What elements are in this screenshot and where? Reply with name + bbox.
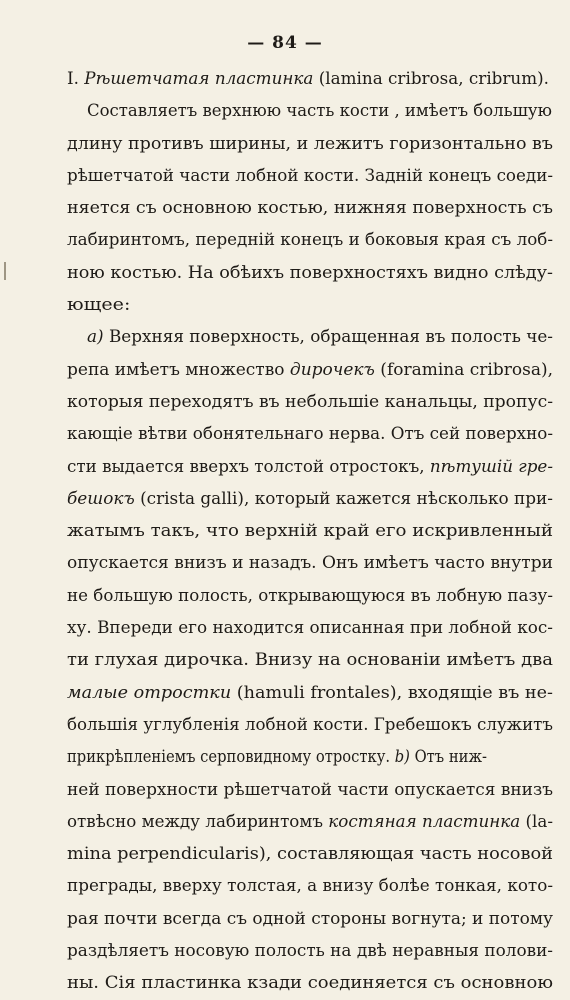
line-content <box>67 774 553 806</box>
text-segment: опускается внизъ и назадъ. Онъ имѣетъ часто внутри <box>67 553 553 573</box>
line-content <box>67 935 553 967</box>
italic-text: пѣтушій гре- <box>429 456 553 476</box>
text-line <box>0 515 570 547</box>
italic-text: a) <box>87 327 104 347</box>
italic-text: Рѣшетчатая пластинка <box>84 69 314 88</box>
text-line <box>0 774 570 806</box>
line-content <box>67 451 553 483</box>
text-line <box>0 224 570 256</box>
text-line <box>0 935 570 967</box>
italic-text: бешокъ <box>67 488 135 508</box>
text-line <box>0 451 570 483</box>
text-segment: ною костью. На обѣихъ поверхностяхъ видно слѣду- <box>67 262 553 282</box>
line-content <box>87 321 553 353</box>
text-line <box>0 677 570 709</box>
page-number: — 84 — <box>247 33 323 53</box>
text-line <box>0 95 570 127</box>
text-segment: рая почти всегда съ одной стороны вогнута; и потому <box>67 908 553 928</box>
line-content <box>67 741 487 773</box>
line-content <box>87 95 552 127</box>
text-line <box>0 580 570 612</box>
line-content <box>67 967 553 999</box>
line-content <box>67 257 553 289</box>
line-content <box>67 192 553 224</box>
text-segment: преграды, вверху толстая, а внизу болѣе тонкая, кото- <box>67 876 553 896</box>
line-content <box>67 63 549 95</box>
text-segment: (foramina cribrosa), <box>374 359 553 379</box>
text-segment: прикрѣпленіемъ серповидному отростку. <box>67 747 395 767</box>
line-content <box>67 709 553 741</box>
line-content <box>67 160 553 192</box>
text-segment: репа имѣетъ множество <box>67 359 290 379</box>
text-segment: которыя переходятъ въ небольшіе канальцы, пропус- <box>67 391 553 411</box>
line-content <box>67 547 553 579</box>
line-content <box>67 870 553 902</box>
text-segment: лабиринтомъ, передній конецъ и боковыя края съ лоб- <box>67 230 553 250</box>
text-segment: ны. Сія пластинка кзади соединяется съ основною <box>67 973 553 993</box>
text-line <box>0 418 570 450</box>
line-content <box>67 289 130 321</box>
text-segment: (la- <box>520 811 553 831</box>
line-content <box>67 838 553 870</box>
text-segment: ти глухая дирочка. Внизу на основаніи имѣетъ два <box>67 650 553 670</box>
text-segment: I. <box>67 69 85 88</box>
line-content <box>67 418 553 450</box>
text-line <box>0 806 570 838</box>
text-segment: сти выдается вверхъ толстой отростокъ, <box>67 456 430 476</box>
text-segment: раздѣляетъ носовую полость на двѣ неравныя полови- <box>67 941 553 961</box>
text-segment: mina perpendicularis), составляющая часть носовой <box>67 844 553 864</box>
line-content <box>67 677 553 709</box>
text-line <box>0 838 570 870</box>
text-line <box>0 63 570 95</box>
text-segment: ющее: <box>67 295 131 315</box>
italic-text: b) <box>394 747 410 767</box>
text-segment: (hamuli frontales), входящіе въ не- <box>231 682 553 702</box>
text-segment: ней поверхности рѣшетчатой части опускается внизъ <box>67 779 553 799</box>
text-line <box>0 483 570 515</box>
italic-text: костяная пластинка <box>328 811 521 831</box>
text-segment: жатымъ такъ, что верхній край его искривленный <box>67 521 553 541</box>
line-content <box>67 515 553 547</box>
line-content <box>67 612 553 644</box>
text-line <box>0 870 570 902</box>
line-content <box>67 128 553 160</box>
line-content <box>67 903 553 935</box>
text-line <box>0 903 570 935</box>
body-text <box>0 63 570 1000</box>
line-content <box>67 386 553 418</box>
line-content <box>67 224 553 256</box>
text-line <box>0 612 570 644</box>
text-line <box>0 547 570 579</box>
text-line <box>0 192 570 224</box>
text-segment: Верхняя поверхность, обращенная въ полость че- <box>103 327 554 347</box>
text-segment: (crista galli), который кажется нѣсколько при- <box>134 488 553 508</box>
text-segment: длину противъ ширины, и лежитъ горизонтально въ <box>67 133 553 153</box>
line-content <box>67 644 553 676</box>
text-segment: отвѣсно между лабиринтомъ <box>67 811 329 831</box>
text-line <box>0 354 570 386</box>
line-content <box>67 806 553 838</box>
text-segment: кающіе вѣтви обонятельнаго нерва. Отъ сей поверхно- <box>67 424 553 444</box>
text-segment: большія углубленія лобной кости. Гребешокъ служитъ <box>67 714 553 734</box>
text-segment: ху. Впереди его находится описанная при лобной кос- <box>67 618 553 638</box>
line-content <box>67 483 553 515</box>
text-segment: няется съ основною костью, нижняя поверхность съ <box>67 198 553 218</box>
text-line <box>0 709 570 741</box>
italic-text: малые отростки <box>67 682 232 702</box>
line-content <box>67 580 553 612</box>
text-line <box>0 257 570 289</box>
italic-text: дирочекъ <box>289 359 375 379</box>
text-line <box>0 128 570 160</box>
line-content <box>67 354 553 386</box>
text-segment: не большую полость, открывающуюся въ лобную пазу- <box>67 585 553 605</box>
text-segment: рѣшетчатой части лобной кости. Задній конецъ соеди- <box>67 165 553 185</box>
text-line <box>0 967 570 999</box>
text-line <box>0 321 570 353</box>
text-line <box>0 644 570 676</box>
text-line <box>0 160 570 192</box>
text-segment: Составляетъ верхнюю часть кости , имѣетъ большую <box>87 101 552 121</box>
text-line <box>0 386 570 418</box>
text-segment: Отъ ниж- <box>409 747 487 767</box>
text-segment: (lamina cribrosa, cribrum). <box>313 69 549 88</box>
text-line <box>0 741 570 773</box>
text-line <box>0 289 570 321</box>
